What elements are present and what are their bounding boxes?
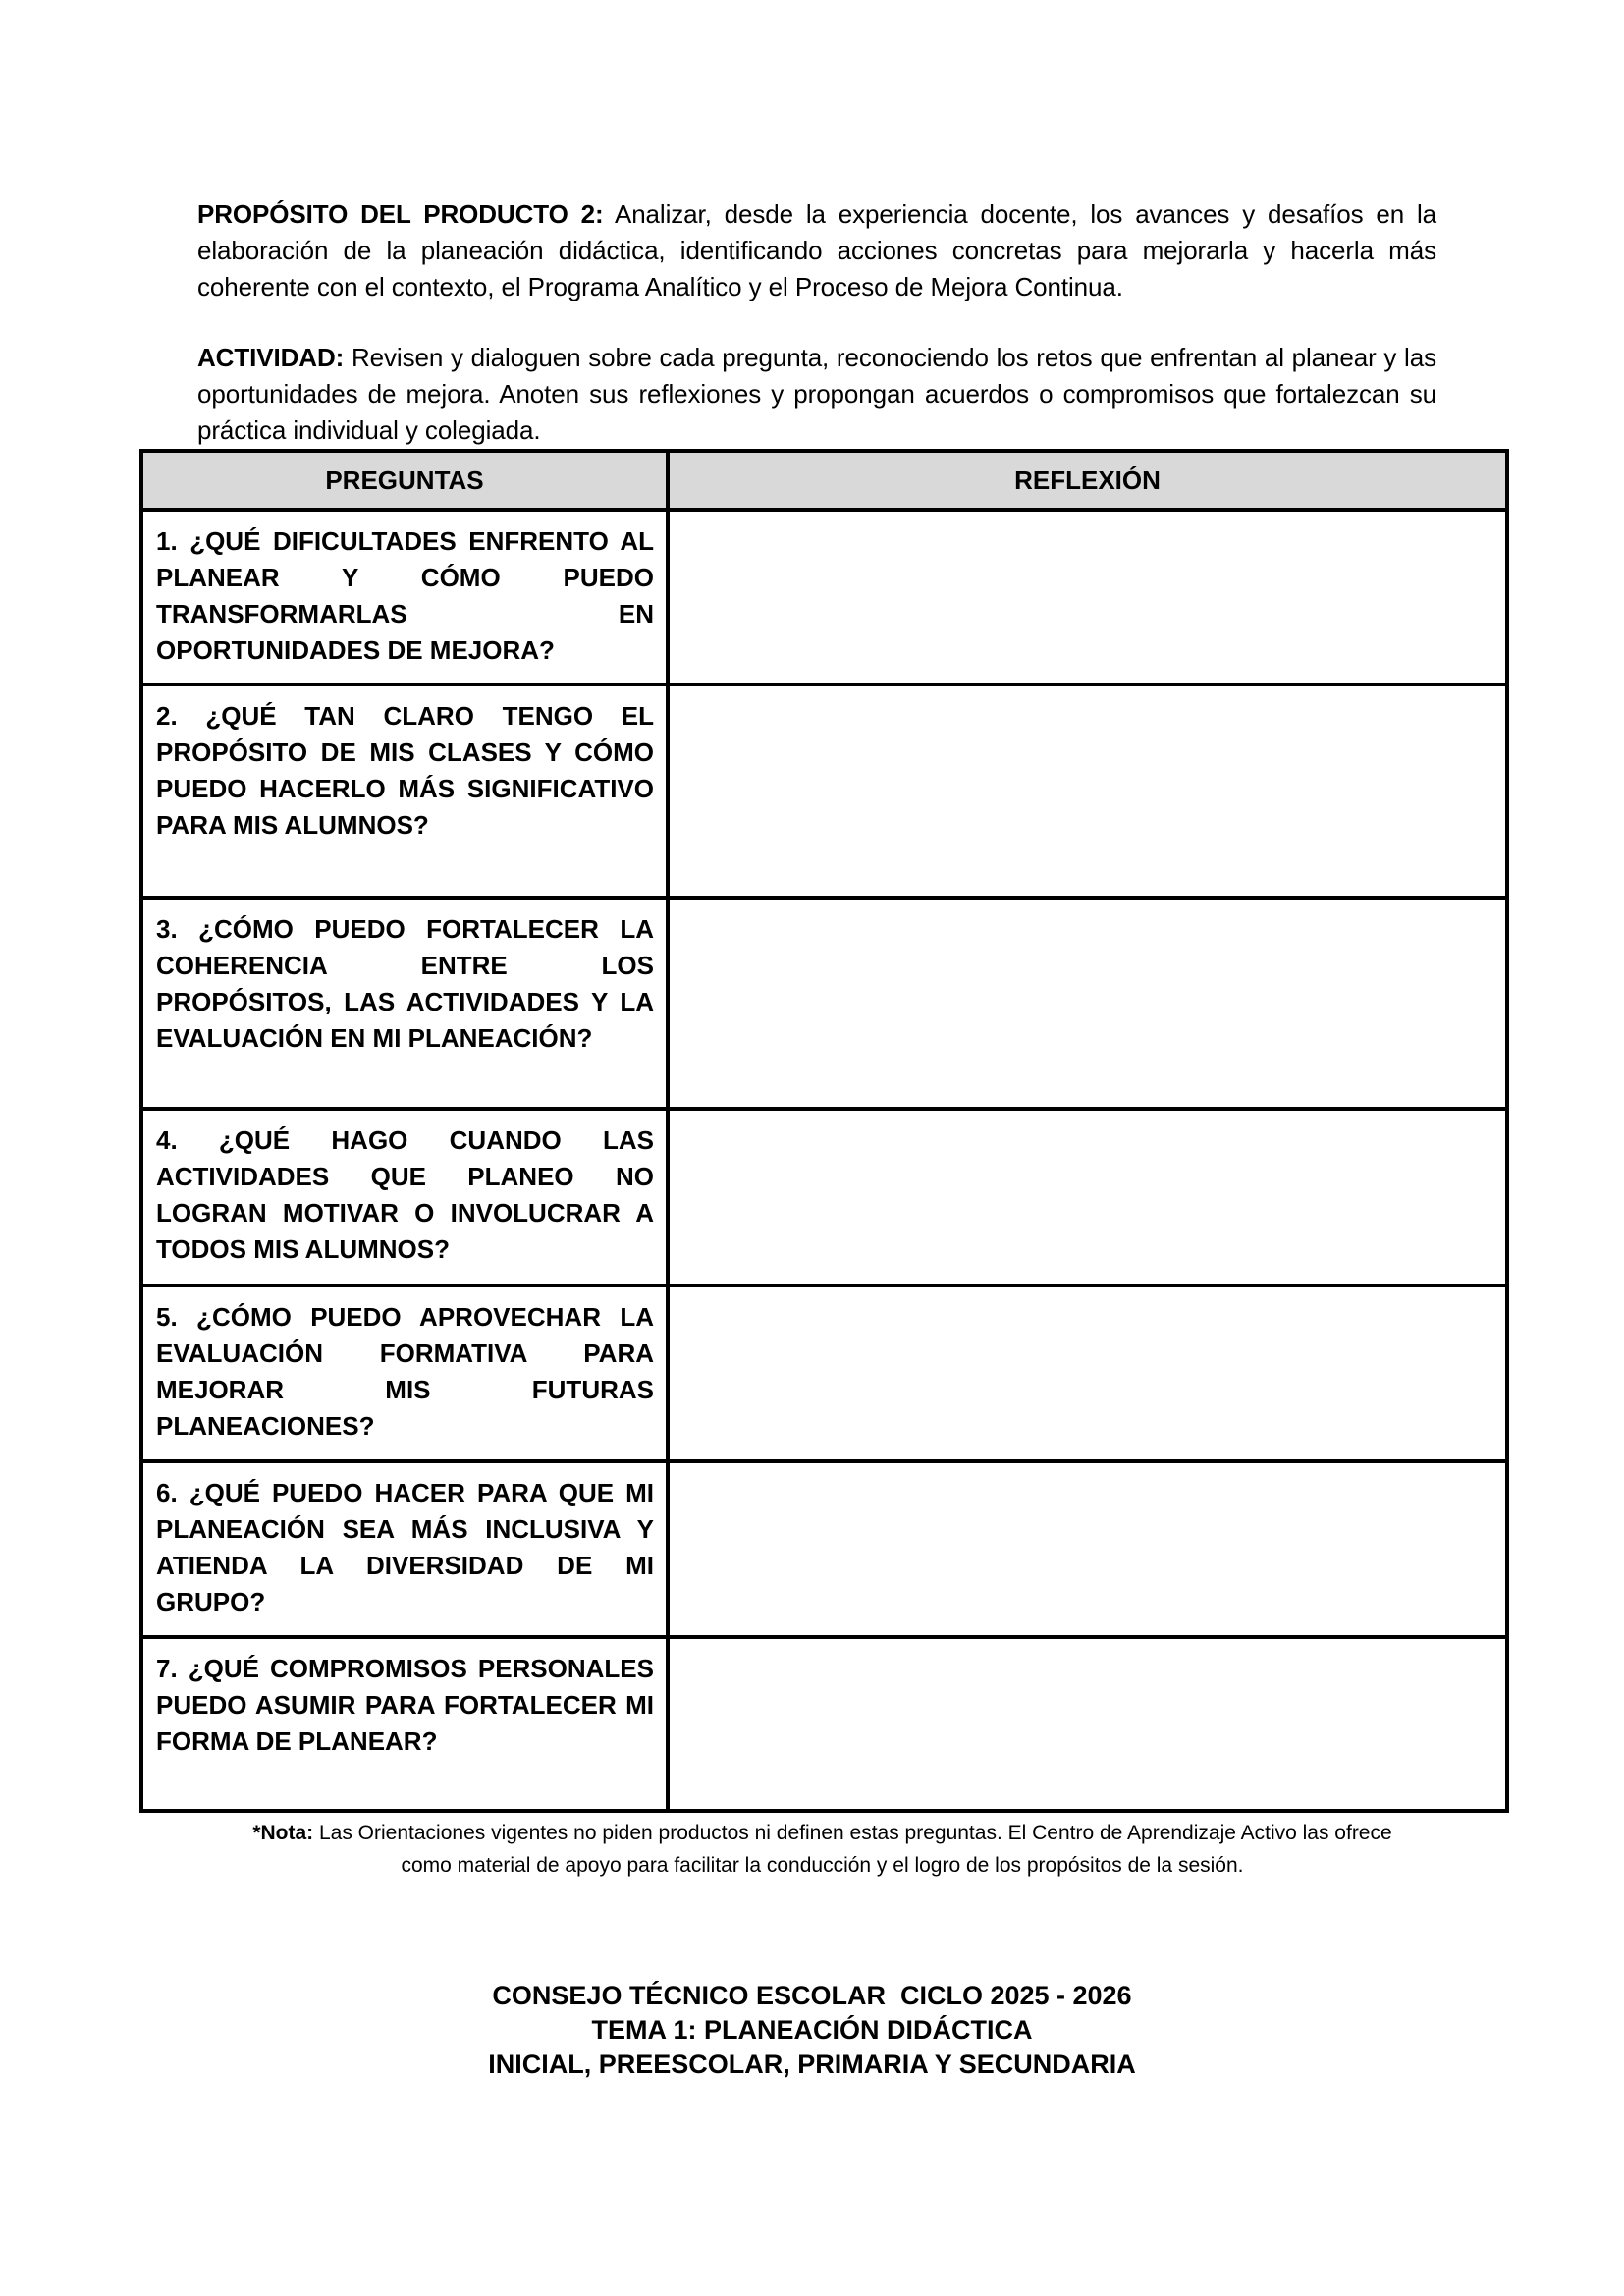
question-cell: 1. ¿QUÉ DIFICULTADES ENFRENTO AL PLANEAR Y CÓMO PUEDO TRANSFORMARLAS EN OPORTUNIDADES DE MEJORA? [141,510,668,684]
question-cell: 3. ¿CÓMO PUEDO FORTALECER LA COHERENCIA ENTRE LOS PROPÓSITOS, LAS ACTIVIDADES Y LA EVALUACIÓN EN MI PLANEACIÓN? [141,898,668,1109]
table-header-row [141,451,1507,510]
question-cell: 6. ¿QUÉ PUEDO HACER PARA QUE MI PLANEACIÓN SEA MÁS INCLUSIVA Y ATIENDA LA DIVERSIDAD DE MI GRUPO? [141,1461,668,1637]
reflection-cell[interactable] [668,684,1507,898]
footnote-text-1: Las Orientaciones vigentes no piden productos ni definen estas preguntas. El Centro de Aprendizaje Activo las ofrece [313,1822,1392,1844]
purpose-label: PROPÓSITO DEL PRODUCTO 2: [197,199,604,229]
header-reflexion: REFLEXIÓN [668,451,1507,510]
footnote-line-2: como material de apoyo para facilitar la conducción y el logro de los propósitos de la sesión. [401,1854,1244,1877]
questions-table [139,449,1509,1813]
reflection-cell[interactable] [668,510,1507,684]
table-row [141,510,1507,684]
reflection-cell[interactable] [668,1285,1507,1461]
footnote-label: *Nota: [252,1822,314,1844]
table-row [141,1109,1507,1285]
footer-line-3: INICIAL, PREESCOLAR, PRIMARIA Y SECUNDARIA [488,2050,1136,2079]
footnote-line-1 [139,1817,1505,1849]
activity-label: ACTIVIDAD: [197,343,345,372]
reflection-cell[interactable] [668,1109,1507,1285]
footer-line-1: CONSEJO TÉCNICO ESCOLAR CICLO 2025 - 2026 [492,1981,1132,2010]
question-cell: 7. ¿QUÉ COMPROMISOS PERSONALES PUEDO ASUMIR PARA FORTALECER MI FORMA DE PLANEAR? [141,1637,668,1811]
purpose-text: Analizar, desde la experiencia docente, los avances y desafíos en la elaboración de la planeación didáctica, identificando acciones concretas para mejorarla y hacerla más coherente con el contexto, el Programa Analítico y el Proceso de Mejora Continua. [197,199,1436,301]
table-row [141,1637,1507,1811]
question-cell: 2. ¿QUÉ TAN CLARO TENGO EL PROPÓSITO DE MIS CLASES Y CÓMO PUEDO HACERLO MÁS SIGNIFICATIVO PARA MIS ALUMNOS? [141,684,668,898]
reflection-cell[interactable] [668,1637,1507,1811]
reflection-cell[interactable] [668,1461,1507,1637]
activity-text: Revisen y dialoguen sobre cada pregunta, reconociendo los retos que enfrentan al planear y las oportunidades de mejora. Anoten sus reflexiones y propongan acuerdos o compromisos que fortalezcan su práctica individual y colegiada. [197,343,1436,445]
footer-line-2: TEMA 1: PLANEACIÓN DIDÁCTICA [591,2015,1033,2045]
reflection-cell[interactable] [668,898,1507,1109]
table-row [141,1461,1507,1637]
table-row [141,684,1507,898]
purpose-paragraph [197,196,1436,305]
header-preguntas: PREGUNTAS [141,451,668,510]
page-footer [0,1979,1624,2082]
footnote [139,1817,1505,1882]
table-row [141,1285,1507,1461]
question-cell: 5. ¿CÓMO PUEDO APROVECHAR LA EVALUACIÓN FORMATIVA PARA MEJORAR MIS FUTURAS PLANEACIONES? [141,1285,668,1461]
question-cell: 4. ¿QUÉ HAGO CUANDO LAS ACTIVIDADES QUE PLANEO NO LOGRAN MOTIVAR O INVOLUCRAR A TODOS MIS ALUMNOS? [141,1109,668,1285]
table-row [141,898,1507,1109]
activity-paragraph [197,340,1436,449]
